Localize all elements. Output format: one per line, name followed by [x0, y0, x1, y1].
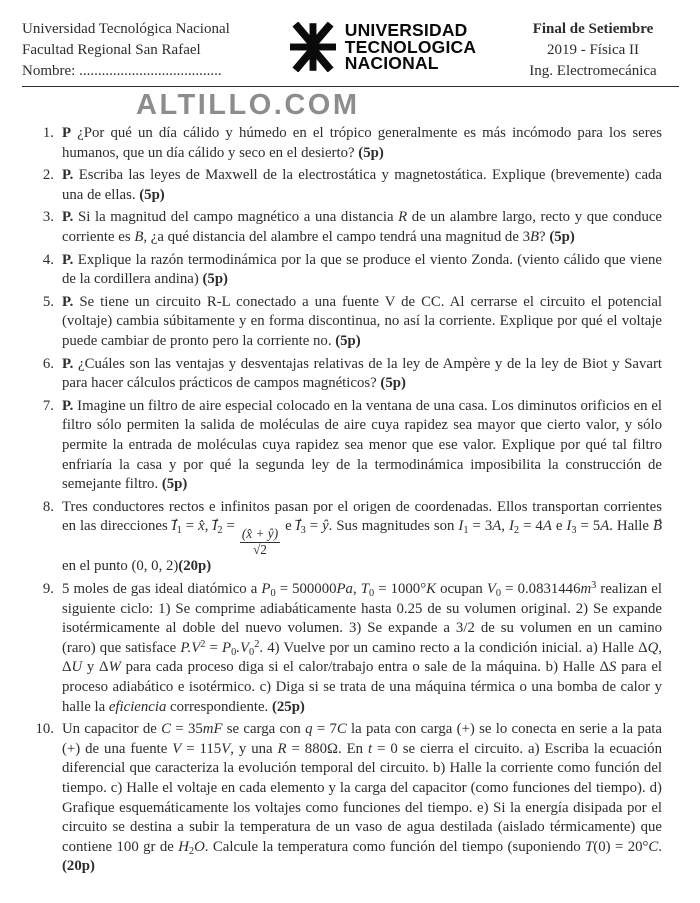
- text-segment: t: [368, 740, 373, 757]
- text-segment: = 5: [576, 518, 601, 535]
- question-number: 4.: [42, 251, 54, 268]
- question-item: [24, 498, 662, 577]
- text-segment: Pa: [336, 581, 353, 597]
- text-segment: R: [277, 740, 287, 757]
- text-segment: W: [108, 659, 121, 676]
- university-name: Universidad Tecnológica Nacional: [22, 21, 230, 37]
- text-segment: 2: [200, 638, 206, 650]
- exam-career: Ing. Electromecánica: [529, 63, 657, 79]
- text-segment: B ⇀: [653, 517, 662, 537]
- text-segment: la pata con carga (+) se lo conecta en serie a la pata (+) de una fuente: [62, 721, 662, 757]
- text-segment: Q: [647, 639, 659, 656]
- text-segment: Imagine un filtro de aire especial colocado en la ventana de una casa. Los diminutos orificios en el filtro sólo permiten la salida de moléculas de aire cuya rapidez sea mayor que cierto valor, y sólo permite la entrada de moléculas cuya rapidez sea menor que ese valor. Explique por qué tal filtro enfriaría la casa y por qué la segunda ley de la termodinámica imposibilita la construcción de semejante filtro.: [62, 397, 662, 493]
- text-segment: x̂: [198, 518, 205, 535]
- question-item: [24, 208, 662, 247]
- question-list: [24, 124, 662, 877]
- text-segment: = 880Ω. En: [286, 740, 369, 757]
- text-segment: B: [134, 228, 144, 245]
- question-number: 9.: [42, 581, 54, 597]
- question-number: 7.: [42, 397, 54, 414]
- text-segment: (0) = 20°: [593, 838, 649, 855]
- text-segment: 0: [231, 646, 237, 658]
- text-segment: ,: [352, 581, 361, 597]
- question-number: 1.: [42, 125, 54, 141]
- text-segment: = 35: [171, 721, 203, 738]
- text-segment: para cada proceso diga si el calor/trabajo entra o sale de la máquina. b) Halle Δ: [120, 659, 610, 676]
- text-segment: para el proceso adiabático e isotérmico. c) Diga si se trata de una máquina térmica o una bomba de calor y halle la: [62, 659, 663, 715]
- question-text: [62, 498, 662, 577]
- text-segment: T: [585, 838, 594, 855]
- text-segment: = 4: [519, 518, 543, 535]
- text-segment: P.V: [180, 639, 201, 656]
- points-label: (20p): [62, 858, 95, 875]
- text-segment: T: [360, 581, 369, 597]
- points-label: (5p): [358, 144, 384, 161]
- text-segment: . Sus magnitudes son: [328, 518, 459, 535]
- question-number: 8.: [42, 498, 54, 515]
- text-segment: 5 moles de gas ideal diatómico a: [62, 581, 262, 597]
- text-segment: ¿Cuáles son las ventajas y desventajas relativas de la ley de Ampère y de la ley de Biot y Savart para hacer cálculos prácticos de campos magnéticos?: [62, 355, 662, 392]
- question-number: 2.: [42, 167, 54, 184]
- text-segment: C: [161, 721, 172, 738]
- text-segment: 3: [591, 579, 597, 591]
- text-segment: P.: [62, 397, 74, 414]
- exam-header: [0, 19, 700, 82]
- text-segment: . Calcule la temperatura como función del tiempo (suponiendo: [204, 838, 586, 855]
- question-text: [62, 397, 662, 495]
- text-segment: 0: [368, 588, 375, 600]
- question-item: [24, 166, 662, 205]
- text-segment: = 0 se cierra el circuito. a) Escriba la ecuación diferencial que caracteriza la evolución temporal del circuito. b) Halle la corriente como función del tiempo. c) Halle el voltaje en cada elemento y la carga del capacitor (como funciones del tiempo). d) Grafique esquemáticamente los voltajes como funciones del tiempo. e) Si la energía disipada por el circuito se destina a subir la temperatura de un vaso de agua destilada (aislado térmicamente) que contiene 100 gr de: [62, 740, 662, 855]
- text-segment: K: [426, 581, 436, 597]
- text-segment: eficiencia: [108, 698, 167, 715]
- text-segment: Tres conductores rectos e infinitos pasan por el origen de coordenadas. Ellos transportan corrientes en las direcciones: [62, 498, 662, 535]
- text-segment: I: [566, 518, 572, 535]
- text-segment: q: [305, 721, 313, 738]
- text-segment: =: [222, 518, 239, 535]
- question-text: [62, 208, 662, 247]
- text-segment: =: [305, 518, 323, 535]
- text-segment: Un capacitor de: [62, 721, 162, 738]
- header-divider: [22, 86, 679, 87]
- question-item: [24, 397, 662, 495]
- text-segment: de un alambre largo, recto y que conduce corriente es: [62, 209, 662, 245]
- text-segment: C: [336, 721, 347, 738]
- text-segment: = 500000: [275, 581, 337, 597]
- university-info: [22, 19, 260, 82]
- text-segment: 2: [513, 525, 520, 537]
- utn-logo-text: [345, 22, 477, 72]
- utn-logo-icon: [290, 22, 336, 72]
- text-segment: 0: [270, 588, 276, 600]
- question-text: [62, 251, 662, 290]
- text-segment: , Δ: [62, 639, 662, 676]
- question-number: 6.: [42, 355, 54, 372]
- question-text: [62, 580, 662, 717]
- points-label: (5p): [161, 476, 188, 493]
- text-segment: Explique la razón termodinámica por la que se produce el viento Zonda. (viento cálido que viene de la cordillera andina): [62, 251, 662, 288]
- text-segment: =: [205, 639, 223, 656]
- text-segment: 3: [300, 525, 306, 537]
- question-text: [62, 720, 662, 877]
- text-segment: . 4) Vuelve por un camino recto a la condición inicial. a) Halle Δ: [259, 639, 648, 656]
- text-segment: = 0.0831446: [501, 581, 581, 597]
- text-segment: Se tiene un circuito R-L conectado a una fuente V de CC. Al cerrarse el circuito el potencial (voltaje) cambia súbitamente y en forma discontinua, no así la corriente. Explique por qué el voltaje puede cambiar de pronto pero la corriente no.: [62, 293, 662, 349]
- text-segment: 1: [176, 525, 182, 537]
- text-segment: ¿Por qué un día cálido y húmedo en el trópico generalmente es más incómodo para los seres humanos, que un día cálido y seco en el desierto?: [62, 125, 662, 161]
- text-segment: I: [458, 518, 464, 535]
- question-text: [62, 166, 662, 205]
- text-segment: ,: [204, 518, 213, 535]
- text-segment: V: [172, 740, 182, 757]
- question-number: 5.: [42, 293, 54, 310]
- logo-line-universidad: UNIVERSIDAD: [344, 20, 468, 41]
- text-segment: S: [609, 659, 617, 676]
- text-segment: . Halle: [609, 518, 653, 535]
- text-segment: en el punto (0, 0, 2): [62, 558, 179, 575]
- watermark: ALTILLO.COM: [136, 89, 360, 121]
- question-item: [24, 580, 662, 717]
- question-text: [62, 124, 662, 163]
- question-item: [24, 293, 662, 352]
- exam-title: Final de Setiembre: [532, 21, 654, 37]
- text-segment: = 3: [468, 518, 493, 535]
- text-segment: P.: [62, 209, 74, 226]
- text-segment: P: [222, 639, 232, 656]
- text-segment: ,: [501, 518, 509, 535]
- text-segment: P.: [62, 251, 74, 268]
- text-segment: I ⇀: [296, 517, 301, 537]
- text-segment: P.: [62, 355, 74, 372]
- text-segment: B: [529, 228, 540, 245]
- text-segment: mF: [202, 721, 223, 738]
- text-segment: I: [508, 518, 514, 535]
- points-label: (5p): [380, 375, 406, 392]
- text-segment: V: [221, 740, 231, 757]
- logo-line-tecnologica: TECNOLOGICA: [344, 36, 477, 57]
- text-segment: H: [178, 838, 189, 855]
- text-segment: 0: [249, 646, 255, 658]
- text-segment: = 115: [181, 740, 222, 757]
- text-segment: 3: [571, 525, 577, 537]
- points-label: (20p): [178, 558, 212, 575]
- faculty-name: Facultad Regional San Rafael: [22, 42, 201, 58]
- question-number: 10.: [35, 721, 54, 738]
- exam-info: [506, 19, 680, 82]
- text-segment: I ⇀: [212, 517, 217, 537]
- text-segment: e: [281, 518, 296, 535]
- text-segment: Escriba las leyes de Maxwell de la electrostática y magnetostática. Explique (brevemente) cada una de ellas.: [62, 167, 662, 203]
- question-text: [62, 293, 662, 352]
- points-label: (5p): [549, 228, 575, 245]
- question-item: [24, 720, 662, 877]
- text-segment: .V: [236, 639, 250, 656]
- text-segment: realizan el siguiente ciclo: 1) Se comprime adiabáticamente hasta 0.25 de su volumen original. 2) Se expande isotérmicamente al doble del nuevo volumen. 3) Se expande a 3/2 de su volumen en un camino (raro) que satisface: [62, 581, 662, 656]
- text-segment: se carga con: [222, 721, 306, 738]
- text-segment: P: [62, 125, 72, 141]
- text-segment: A: [542, 518, 552, 535]
- text-segment: P.: [62, 167, 74, 184]
- points-label: (5p): [335, 332, 361, 349]
- math-fraction: $\frac{(x̂ + ŷ)}{√2}$: [241, 525, 279, 557]
- question-item: [24, 124, 662, 163]
- text-segment: correspondiente.: [166, 698, 272, 715]
- text-segment: = 7: [312, 721, 337, 738]
- text-segment: y Δ: [82, 659, 109, 676]
- text-segment: O: [194, 838, 205, 855]
- text-segment: A: [600, 518, 610, 535]
- text-segment: ŷ: [322, 518, 329, 535]
- points-label: (25p): [271, 698, 305, 715]
- exam-year-subject: 2019 - Física II: [546, 42, 640, 58]
- name-fill-line: Nombre: ......................................: [22, 63, 222, 79]
- text-segment: I ⇀: [172, 517, 177, 537]
- text-segment: C: [648, 838, 659, 855]
- text-segment: P: [261, 581, 271, 597]
- question-item: [24, 251, 662, 290]
- text-segment: 2: [217, 525, 223, 537]
- logo-line-nacional: NACIONAL: [344, 53, 439, 74]
- text-segment: ?: [539, 228, 550, 245]
- text-segment: 2: [188, 845, 195, 857]
- question-item: [24, 355, 662, 394]
- utn-logo: [260, 19, 506, 72]
- text-segment: V: [486, 581, 496, 597]
- text-segment: U: [71, 659, 83, 676]
- text-segment: 1: [463, 525, 469, 537]
- points-label: (5p): [139, 186, 165, 203]
- question-text: [62, 355, 662, 394]
- text-segment: = 1000°: [374, 581, 427, 597]
- text-segment: , ¿a qué distancia del alambre el campo tendrá una magnitud de 3: [143, 228, 530, 245]
- text-segment: Si la magnitud del campo magnético a una distancia: [73, 209, 399, 226]
- text-segment: 2: [254, 638, 260, 650]
- text-segment: P.: [62, 293, 74, 310]
- text-segment: .: [658, 838, 662, 855]
- text-segment: m: [580, 581, 592, 597]
- text-segment: R: [398, 209, 408, 226]
- text-segment: 0: [495, 588, 502, 600]
- points-label: (5p): [202, 271, 228, 288]
- text-segment: =: [181, 518, 199, 535]
- text-segment: e: [551, 518, 567, 535]
- text-segment: A: [492, 518, 502, 535]
- question-number: 3.: [42, 209, 54, 226]
- text-segment: ocupan: [436, 581, 487, 597]
- text-segment: , y una: [230, 740, 278, 757]
